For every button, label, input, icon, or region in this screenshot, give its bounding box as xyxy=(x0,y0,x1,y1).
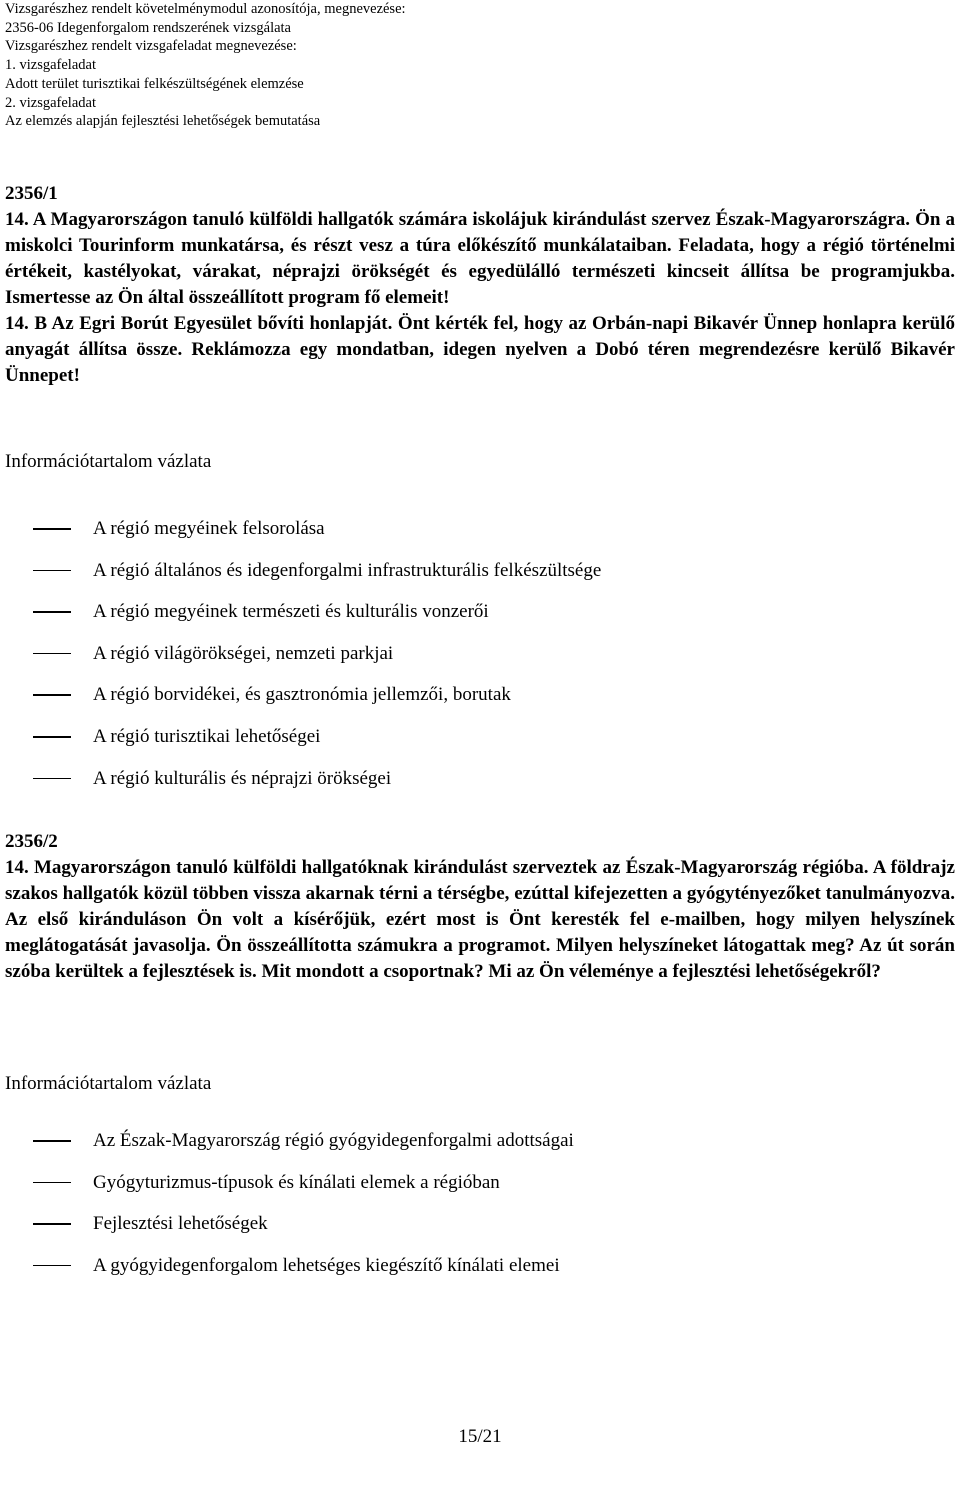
section-code: 2356/2 xyxy=(5,831,58,852)
dash-bullet xyxy=(33,528,71,530)
section-code: 2356/1 xyxy=(5,183,58,204)
dash-bullet xyxy=(33,1265,71,1267)
page-number: 15/21 xyxy=(458,1426,502,1447)
dash-bullet xyxy=(33,653,71,655)
header-line: Vizsgarészhez rendelt vizsgafeladat megnevezése: xyxy=(5,38,297,55)
list-item: A gyógyidegenforgalom lehetséges kiegészítő kínálati elemei xyxy=(5,1253,955,1295)
header-line: 2356-06 Idegenforgalom rendszerének vizsgálata xyxy=(5,19,291,36)
section-2356-1 xyxy=(5,181,955,389)
info-outline-title: Információtartalom vázlata xyxy=(5,451,212,472)
dash-bullet xyxy=(33,736,71,738)
task-14b: 14. B Az Egri Borút Egyesület bővíti honlapját. Önt kérték fel, hogy az Orbán-napi Bikavér Ünnep honlapra kerülő anyagát állítsa össze. Reklámozza egy mondatban, idegen nyelven a Dobó téren megrendezésre kerülő Bikavér Ünnepet! xyxy=(5,313,955,386)
task-14: 14. Magyarországon tanuló külföldi hallgatóknak kirándulást szerveztek az Észak-Magyarország régióba. A földrajz szakos hallgatók közül többen vissza akarnak térni a térségbe, ezúttal kifejezetten a gyógytényezőket tanulmányozva. Az első kiránduláson Ön volt a kísérőjük, ezért most is Önt keresték fel e-mailben, hogy milyen helyszínek meglátogatását javasolja. Ön összeállította számukra a programot. Milyen helyszíneket látogattak meg? Az út során szóba kerültek a fejlesztések is. Mit mondott a csoportnak? Mi az Ön véleménye a fejlesztési lehetőségekről? xyxy=(5,857,955,982)
header-line: Az elemzés alapján fejlesztési lehetőségek bemutatása xyxy=(5,113,321,130)
list-item: A régió általános és idegenforgalmi infrastrukturális felkészültsége xyxy=(5,558,955,600)
header-line: 1. vizsgafeladat xyxy=(5,57,96,74)
list-item: Gyógyturizmus-típusok és kínálati elemek a régióban xyxy=(5,1170,955,1212)
list-item: A régió turisztikai lehetőségei xyxy=(5,724,955,766)
dash-bullet xyxy=(33,1223,71,1225)
list-item: A régió kulturális és néprajzi örökségei xyxy=(5,766,955,808)
list-item: Fejlesztési lehetőségek xyxy=(5,1211,955,1253)
header-line: Adott terület turisztikai felkészültségének elemzése xyxy=(5,75,304,92)
info-outline-2 xyxy=(5,1071,955,1097)
list-item: A régió borvidékei, és gasztronómia jellemzői, borutak xyxy=(5,682,955,724)
dash-bullet xyxy=(33,1182,71,1184)
dash-bullet xyxy=(33,1140,71,1142)
info-outline-1 xyxy=(5,449,955,475)
task-14a: 14. A Magyarországon tanuló külföldi hallgatók számára iskolájuk kirándulást szervez Észak-Magyarországra. Ön a miskolci Tourinform munkatársa, és részt vesz a túra előkészítő munkálataiban. Feladata, hogy a régió történelmi értékeit, kastélyokat, várakat, néprajzi örökségét és egyedülálló természeti kincseit állítsa be programjukba. Ismertesse az Ön által összeállított program fő elemeit! xyxy=(5,209,955,308)
list-item: A régió megyéinek felsorolása xyxy=(5,516,955,558)
header-line: 2. vizsgafeladat xyxy=(5,94,96,111)
dash-bullet xyxy=(33,611,71,613)
info-list-1 xyxy=(5,516,955,807)
list-item: A régió megyéinek természeti és kulturális vonzerői xyxy=(5,599,955,641)
dash-bullet xyxy=(33,778,71,780)
document-header xyxy=(5,0,955,131)
dash-bullet xyxy=(33,570,71,572)
list-item: A régió világörökségei, nemzeti parkjai xyxy=(5,641,955,683)
header-line: Vizsgarészhez rendelt követelménymodul azonosítója, megnevezése: xyxy=(5,1,406,17)
info-list-2 xyxy=(5,1128,955,1294)
info-outline-title: Információtartalom vázlata xyxy=(5,1073,212,1094)
section-2356-2 xyxy=(5,829,955,985)
dash-bullet xyxy=(33,694,71,696)
list-item: Az Észak-Magyarország régió gyógyidegenforgalmi adottságai xyxy=(5,1128,955,1170)
